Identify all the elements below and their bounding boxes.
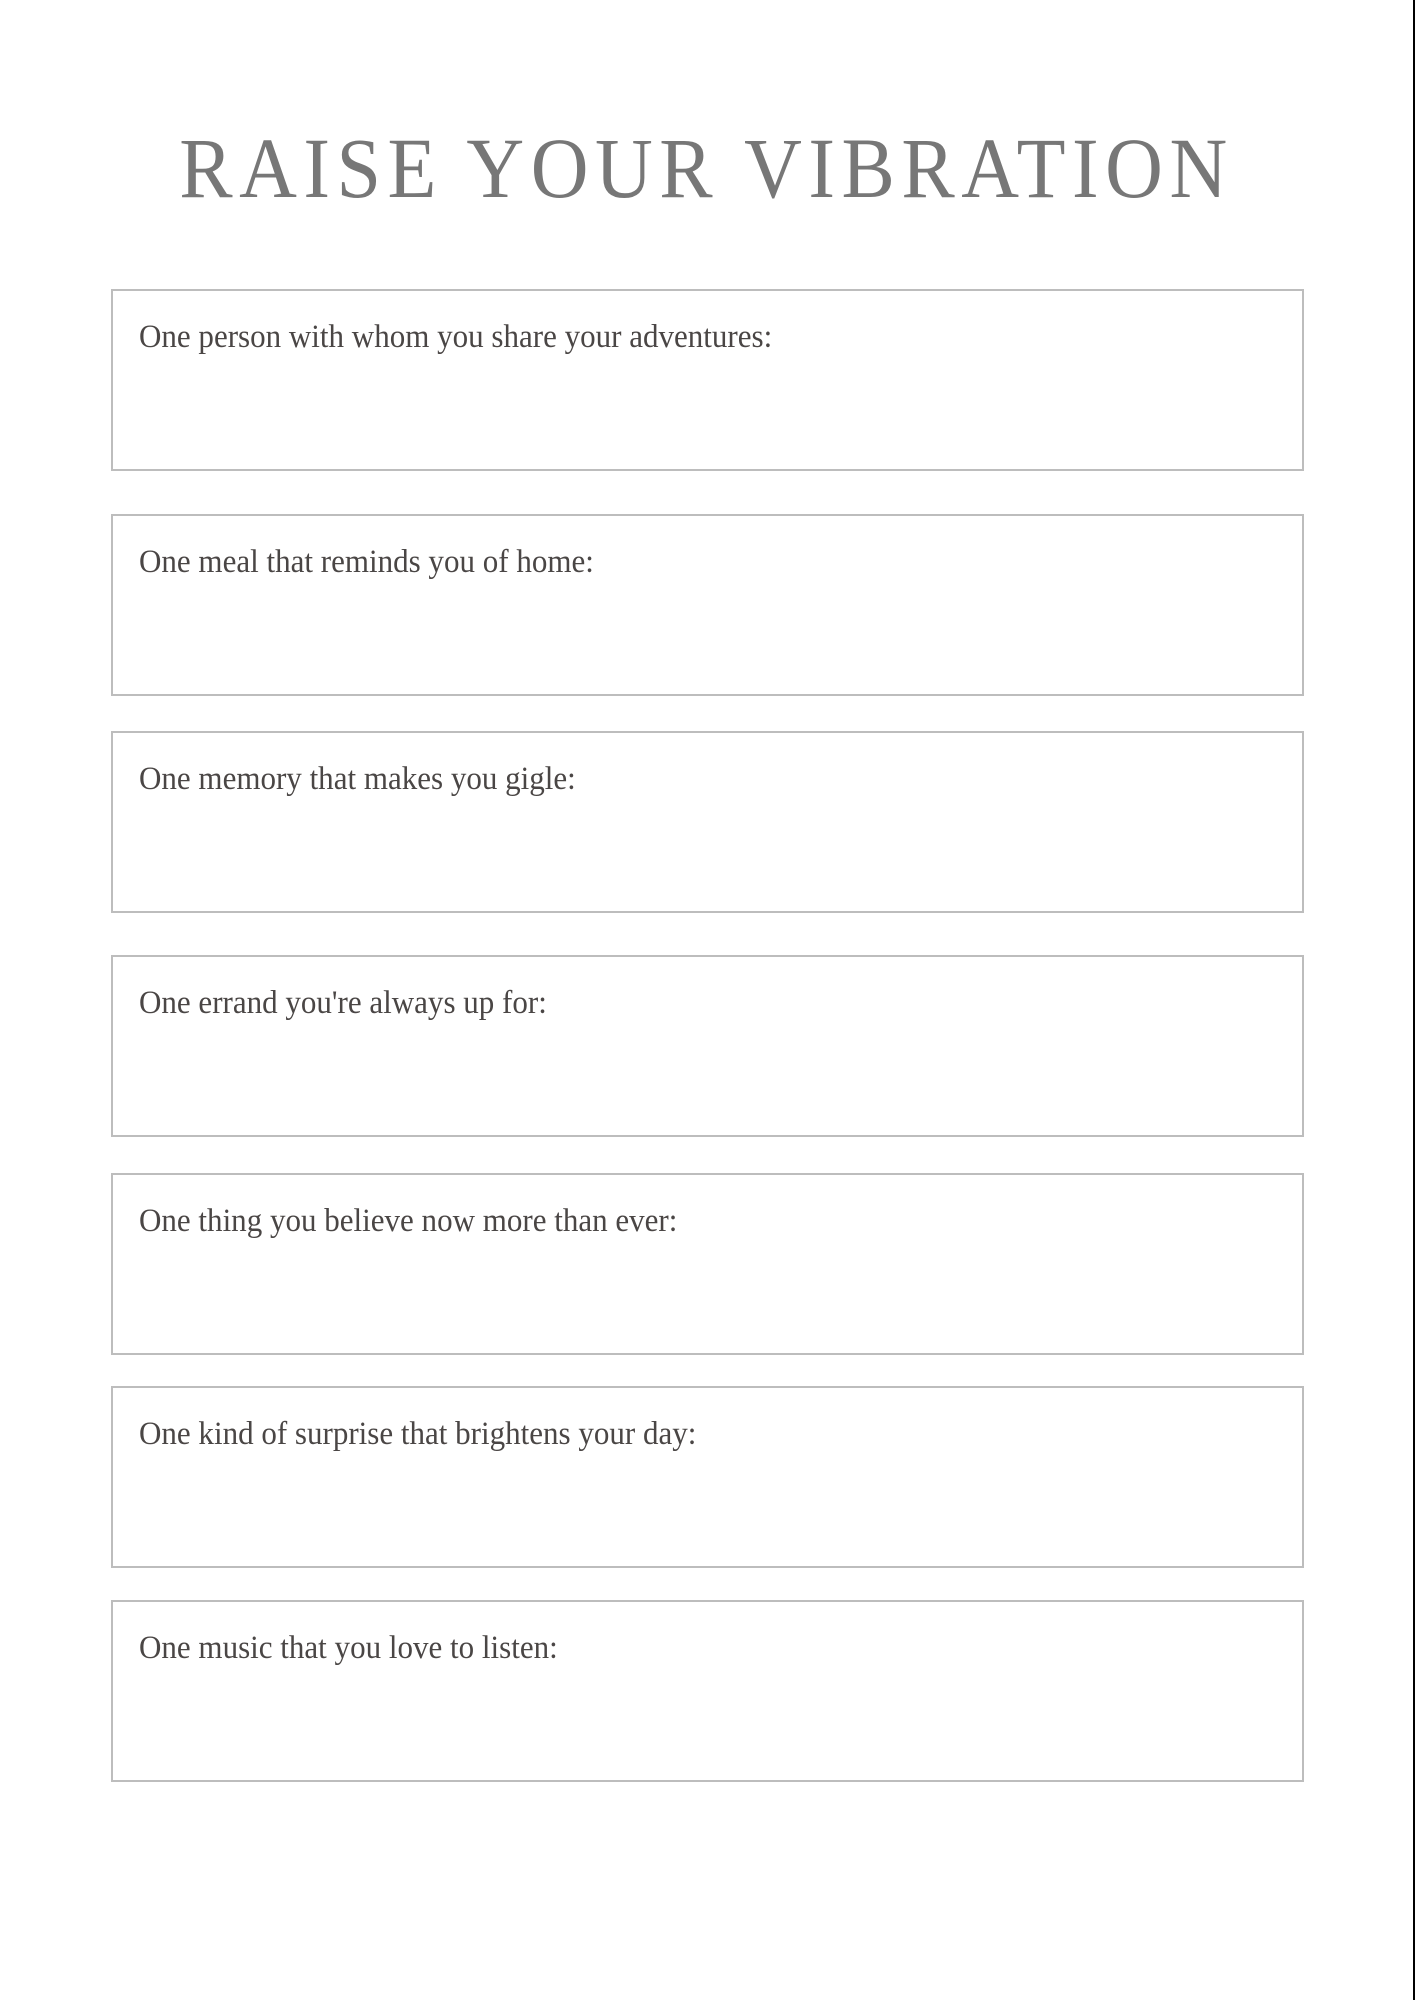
prompt-box-belief[interactable] — [111, 1173, 1304, 1355]
prompt-label: One kind of surprise that brightens your day: — [139, 1416, 697, 1452]
prompt-box-errand[interactable] — [111, 955, 1304, 1137]
prompt-box-meal[interactable] — [111, 514, 1304, 696]
prompt-box-adventures[interactable] — [111, 289, 1304, 471]
prompt-label: One memory that makes you gigle: — [139, 761, 576, 797]
prompt-label: One thing you believe now more than ever: — [139, 1203, 678, 1239]
prompt-label: One music that you love to listen: — [139, 1630, 558, 1666]
page-title: RAISE YOUR VIBRATION — [179, 120, 1234, 216]
prompt-label: One errand you're always up for: — [139, 985, 547, 1021]
prompt-box-music[interactable] — [111, 1600, 1304, 1782]
prompt-label: One meal that reminds you of home: — [139, 544, 594, 580]
prompt-box-memory[interactable] — [111, 731, 1304, 913]
prompt-label: One person with whom you share your adventures: — [139, 319, 773, 355]
prompt-box-surprise[interactable] — [111, 1386, 1304, 1568]
